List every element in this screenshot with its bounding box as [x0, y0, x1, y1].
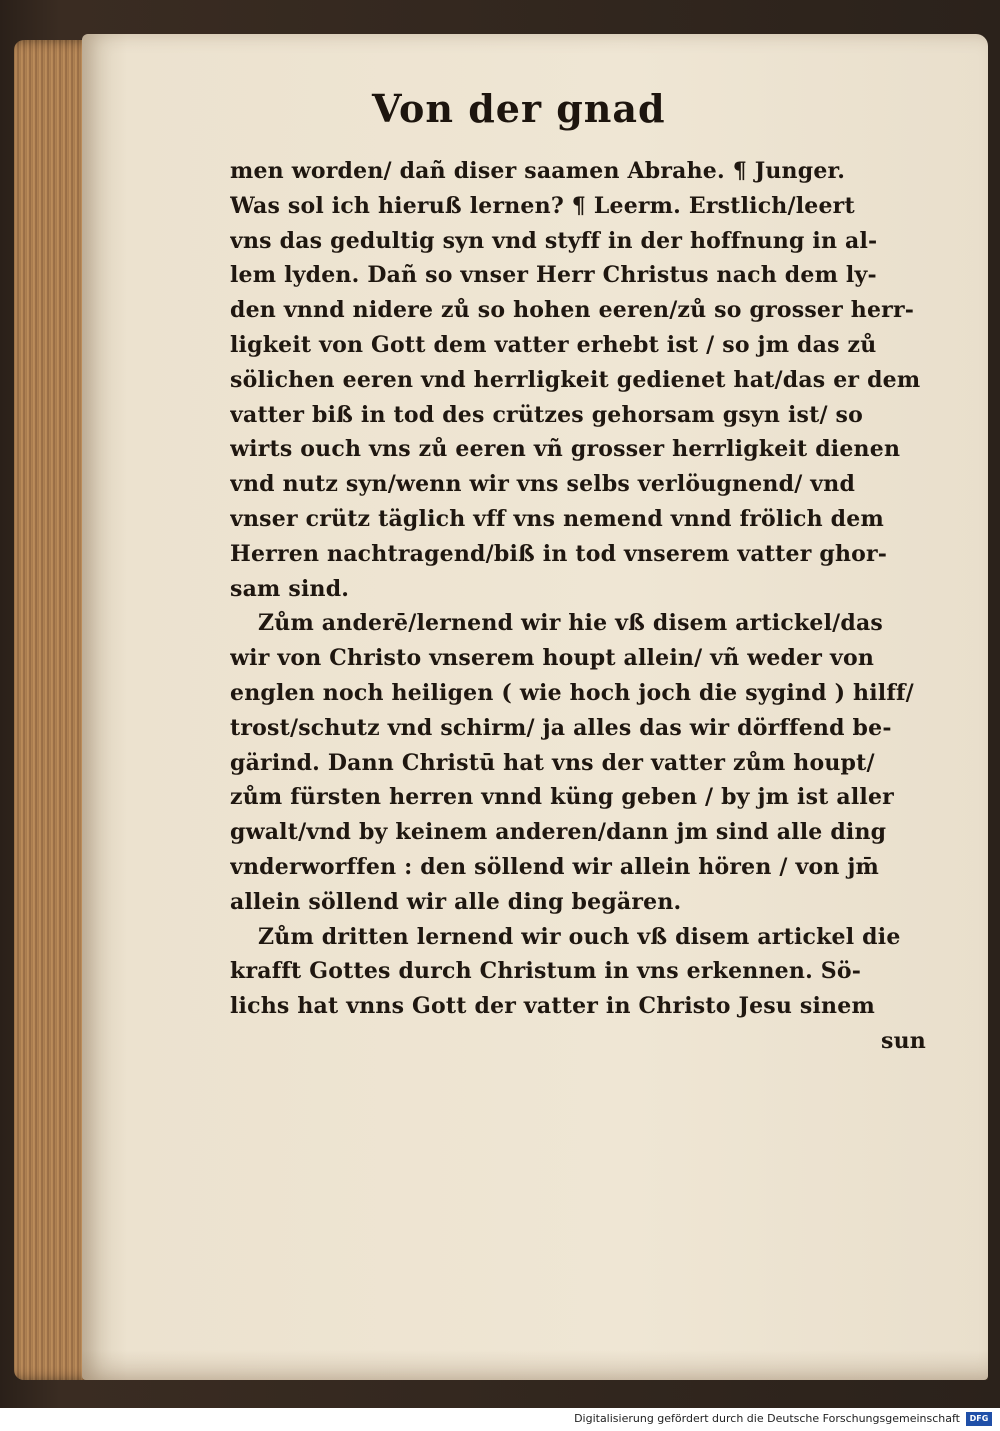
text-line: lichs hat vnns Gott der vatter in Christo Jesu sinem: [230, 993, 875, 1020]
footer-bar: [0, 1408, 1000, 1431]
text-line: lem lyden. Dañ so vnser Herr Christus nach dem ly-: [230, 262, 877, 289]
dfg-logo: DFG: [966, 1412, 992, 1426]
text-line: vnser crütz täglich vff vns nemend vnnd frölich dem: [230, 505, 884, 532]
running-head: Von der gnad: [372, 86, 666, 131]
text-line: vatter biß in tod des crützes gehorsam gsyn ist/ so: [230, 401, 863, 428]
funding-credit: Digitalisierung gefördert durch die Deutsche Forschungsgemeinschaft: [574, 1412, 960, 1425]
text-line: wirts ouch vns zů eeren vñ grosser herrligkeit dienen: [230, 436, 901, 463]
main-text-block: [230, 154, 946, 1059]
text-line: allein söllend wir alle ding begären.: [230, 888, 682, 915]
text-line: men worden/ dañ diser saamen Abrahe. ¶ Junger.: [230, 158, 846, 184]
page-shadow: [82, 1350, 988, 1380]
text-line: ligkeit von Gott dem vatter erhebt ist / so jm das zů: [230, 331, 877, 358]
text-line: wir von Christo vnserem houpt allein/ vñ weder von: [230, 645, 875, 672]
text-line: sölichen eeren vnd herrligkeit gedienet hat/das er dem: [230, 366, 921, 393]
text-line: zům fürsten herren vnnd küng geben / by jm ist aller: [230, 784, 894, 811]
text-line: sam sind.: [230, 575, 350, 602]
text-line: gwalt/vnd by keinem anderen/dann jm sind alle ding: [230, 819, 887, 846]
text-line-paragraph-start: Zům anderē/lernend wir hie vß disem artickel/das: [258, 610, 884, 637]
text-line: vnd nutz syn/wenn wir vns selbs verlöugnend/ vnd: [230, 471, 856, 498]
text-line: gärind. Dann Christū hat vns der vatter zům houpt/: [230, 749, 875, 776]
text-line: englen noch heiligen ( wie hoch joch die sygind ) hilff/: [230, 679, 914, 706]
text-line: trost/schutz vnd schirm/ ja alles das wir dörffend be-: [230, 714, 892, 741]
text-line-paragraph-start: Zům dritten lernend wir ouch vß disem artickel die: [258, 923, 901, 950]
text-line: Was sol ich hieruß lernen? ¶ Leerm. Erstlich/leert: [230, 192, 855, 219]
text-line: krafft Gottes durch Christum in vns erkennen. Sö-: [230, 958, 862, 985]
catchword: sun: [881, 1027, 926, 1054]
text-line: den vnnd nidere zů so hohen eeren/zů so grosser herr-: [230, 297, 915, 324]
text-line: Herren nachtragend/biß in tod vnserem vatter ghor-: [230, 540, 888, 567]
text-line: vns das gedultig syn vnd styff in der hoffnung in al-: [230, 227, 878, 254]
show-through-text: [88, 288, 158, 388]
text-line: vnderworffen : den söllend wir allein hören / von jm̄: [230, 853, 880, 880]
